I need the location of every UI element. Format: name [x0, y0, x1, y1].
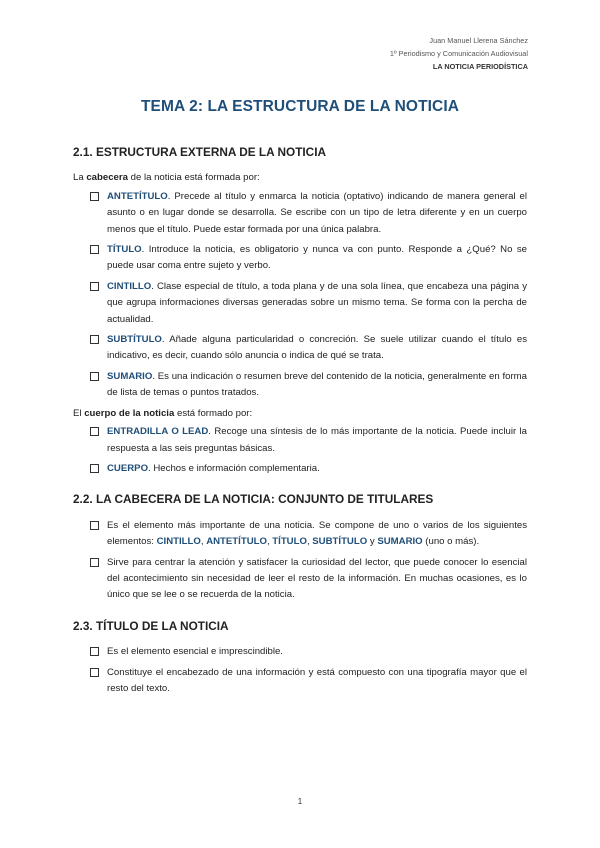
checkbox-icon — [90, 647, 99, 656]
checkbox-icon — [90, 427, 99, 436]
list-item: CINTILLO. Clase especial de título, a toda plana y de una sola línea, que encabeza una página y que agrupa informaciones diversas generadas sobre un mismo tema. Se forma con la percha de actualidad. — [107, 279, 527, 328]
checkbox-icon — [90, 558, 99, 567]
list-item: ANTETÍTULO. Precede al título y enmarca la noticia (optativo) indicando de manera general el asunto o en lugar donde se desarrolla. Se escribe con un tipo de letra diferente y en un cuerpo menos que el título. Puede estar formada por una única palabra. — [107, 189, 527, 238]
list-item: ENTRADILLA O LEAD. Recoge una síntesis de lo más importante de la noticia. Puede incluir la respuesta a las seis preguntas básicas. — [107, 424, 527, 457]
section-titulo — [73, 618, 527, 698]
page-number: 1 — [297, 797, 303, 806]
cabecera-list — [73, 189, 527, 402]
document-title: LA NOTICIA PERIODÍSTICA — [432, 62, 528, 71]
titulo-list — [73, 644, 527, 697]
checkbox-icon — [90, 245, 99, 254]
section-heading: 2.3. TÍTULO DE LA NOTICIA — [73, 618, 229, 633]
section-heading: 2.1. ESTRUCTURA EXTERNA DE LA NOTICIA — [73, 145, 326, 159]
page-title: TEMA 2: LA ESTRUCTURA DE LA NOTICIA — [140, 98, 460, 115]
checkbox-icon — [90, 464, 99, 473]
cuerpo-intro: El cuerpo de la noticia está formado por: — [73, 407, 253, 419]
document-body — [73, 144, 527, 711]
list-item: Es el elemento más importante de una noticia. Se compone de uno o varios de los siguientes elementos: CINTILLO, ANTETÍTULO, TÍTULO, SUBTÍTULO y SUMARIO (uno o más). — [107, 518, 527, 551]
list-item: TÍTULO. Introduce la noticia, es obligatorio y nunca va con punto. Responde a ¿Qué? No se puede usar coma entre sujeto y verbo. — [107, 242, 527, 275]
checkbox-icon — [90, 372, 99, 381]
list-item: SUBTÍTULO. Añade alguna particularidad o concreción. Se suele utilizar cuando el título es indicativo, es decir, cuando sólo anuncia o indica de qué se trata. — [107, 332, 527, 365]
page-header — [390, 34, 528, 73]
cuerpo-list — [73, 424, 527, 477]
list-item: Sirve para centrar la atención y satisfacer la curiosidad del lector, que puede conocer lo esencial del acontecimiento sin necesidad de leer el resto de la información. En muchas ocasiones, es lo único que se lee o se recuerda de la noticia. — [107, 555, 527, 604]
list-item: SUMARIO. Es una indicación o resumen breve del contenido de la noticia, generalmente en forma de lista de temas o puntos tratados. — [107, 369, 527, 402]
checkbox-icon — [90, 282, 99, 291]
checkbox-icon — [90, 335, 99, 344]
checkbox-icon — [90, 521, 99, 530]
author-name: Juan Manuel Llerena Sánchez — [429, 36, 528, 45]
checkbox-icon — [90, 192, 99, 201]
section-cabecera — [73, 491, 527, 603]
cabecera-info-list — [73, 518, 527, 604]
section-external-structure — [73, 144, 527, 477]
section-heading: 2.2. LA CABECERA DE LA NOTICIA: CONJUNTO DE TITULARES — [73, 492, 434, 507]
course-name: 1º Periodismo y Comunicación Audiovisual — [389, 49, 528, 58]
checkbox-icon — [90, 668, 99, 677]
cabecera-intro: La cabecera de la noticia está formada por: — [73, 172, 260, 184]
list-item: Constituye el encabezado de una información y está compuesto con una tipografía mayor que el resto del texto. — [107, 665, 527, 698]
list-item: Es el elemento esencial e imprescindible. — [107, 644, 527, 660]
list-item: CUERPO. Hechos e información complementaria. — [107, 461, 527, 477]
